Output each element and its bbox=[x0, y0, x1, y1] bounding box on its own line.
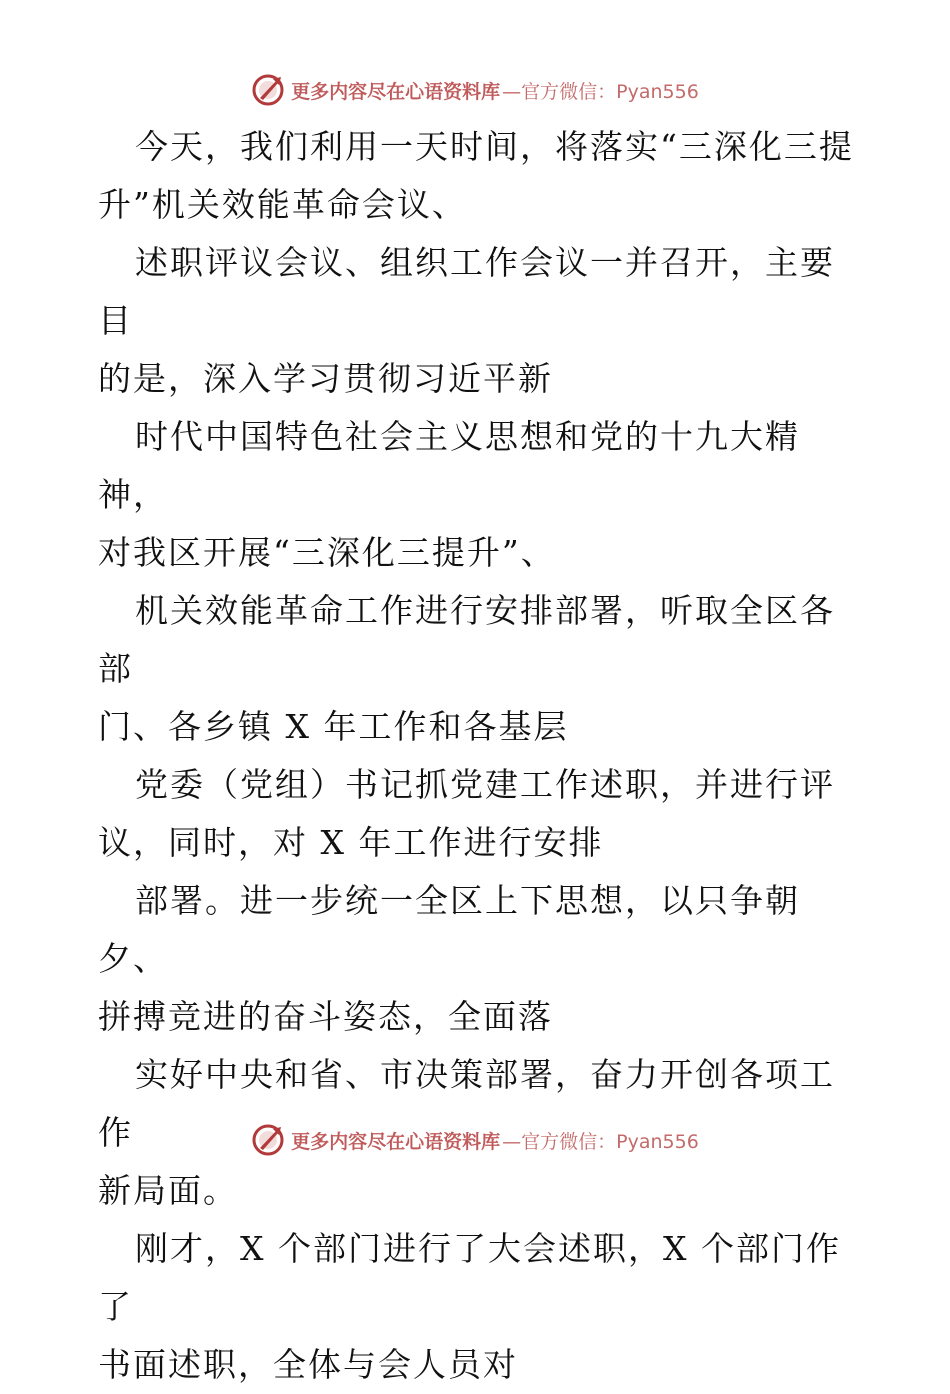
paragraph bbox=[98, 872, 858, 1046]
header-watermark-banner bbox=[0, 70, 950, 110]
promo-text: 更多内容尽在心语资料库 bbox=[291, 1130, 501, 1153]
quill-seal-logo-icon bbox=[251, 73, 285, 107]
text-line: 新局面。 bbox=[98, 1171, 238, 1210]
text-line: 时代中国特色社会主义思想和党的十九大精神， bbox=[98, 417, 800, 514]
text-line: 实好中央和省、市决策部署，奋力开创各项工作 bbox=[98, 1055, 835, 1152]
text-line: 机关效能革命工作进行安排部署，听取全区各部 bbox=[98, 591, 835, 688]
paragraph bbox=[98, 582, 858, 756]
paragraph bbox=[98, 118, 858, 234]
text-line: 升”机关效能革命会议、 bbox=[98, 185, 467, 224]
text-line: 对我区开展“三深化三提升”、 bbox=[98, 533, 556, 572]
text-line: 议，同时，对 X 年工作进行安排 bbox=[98, 823, 604, 862]
quill-seal-logo-icon bbox=[251, 1123, 285, 1157]
paragraph bbox=[98, 234, 858, 408]
contact-text: —官方微信：Pyan556 bbox=[502, 80, 699, 103]
contact-text: —官方微信：Pyan556 bbox=[502, 1130, 699, 1153]
paragraph bbox=[98, 1220, 858, 1394]
text-line: 今天，我们利用一天时间，将落实“三深化三提 bbox=[135, 127, 854, 166]
paragraph bbox=[98, 756, 858, 872]
promo-text: 更多内容尽在心语资料库 bbox=[291, 80, 501, 103]
text-line: 述职评议会议、组织工作会议一并召开，主要目 bbox=[98, 243, 835, 340]
text-line: 党委（党组）书记抓党建工作述职，并进行评 bbox=[135, 765, 835, 804]
footer-watermark-banner bbox=[0, 1120, 950, 1160]
paragraph bbox=[98, 408, 858, 582]
text-line: 门、各乡镇 X 年工作和各基层 bbox=[98, 707, 569, 746]
text-line: 拼搏竞进的奋斗姿态，全面落 bbox=[98, 997, 553, 1036]
document-body bbox=[98, 118, 858, 1394]
text-line: 部署。进一步统一全区上下思想，以只争朝夕、 bbox=[98, 881, 800, 978]
text-line: 书面述职，全体与会人员对 bbox=[98, 1345, 518, 1384]
text-line: 刚才，X 个部门进行了大会述职，X 个部门作了 bbox=[98, 1229, 841, 1326]
text-line: 的是，深入学习贯彻习近平新 bbox=[98, 359, 553, 398]
